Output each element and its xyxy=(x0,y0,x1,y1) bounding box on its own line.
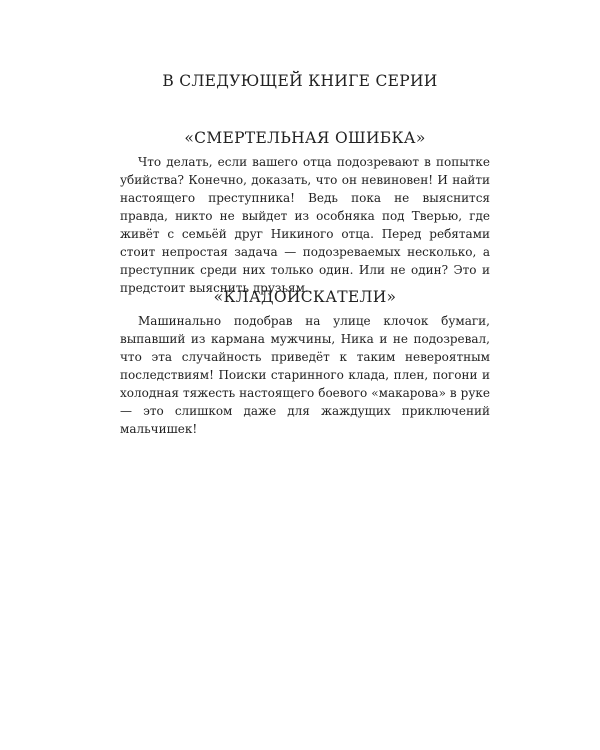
section-text: Что делать, если вашего отца подозревают в попытке убийства? Конечно, доказать, что он невиновен! И найти настоящего преступника! Ведь пока не выяснится правда, никто не выйдет из особняка под Тверью, где живёт с семьёй друг Никиного отца. Перед ребятами стоит непростая задача — подозреваемых несколько, а преступник среди них только один. Или не один? Это и предстоит выяснить друзьям. xyxy=(120,155,490,295)
section-title: «КЛАДОИСКАТЕЛИ» xyxy=(213,288,397,306)
section-text: Машинально подобрав на улице клочок бумаги, выпавший из кармана мужчины, Ника и не подозревал, что эта случайность приведёт к таким невероятным последствиям! Поиски старинного клада, плен, погони и холодная тяжесть настоящего боевого «макарова» в руке — это слишком даже для жаждущих приключений мальчишек! xyxy=(120,314,490,436)
book-announcement-2 xyxy=(120,288,490,438)
book-announcement-1 xyxy=(120,129,490,297)
section-title: «СМЕРТЕЛЬНАЯ ОШИБКА» xyxy=(184,129,426,147)
page-heading: В СЛЕДУЮЩЕЙ КНИГЕ СЕРИИ xyxy=(162,72,438,90)
